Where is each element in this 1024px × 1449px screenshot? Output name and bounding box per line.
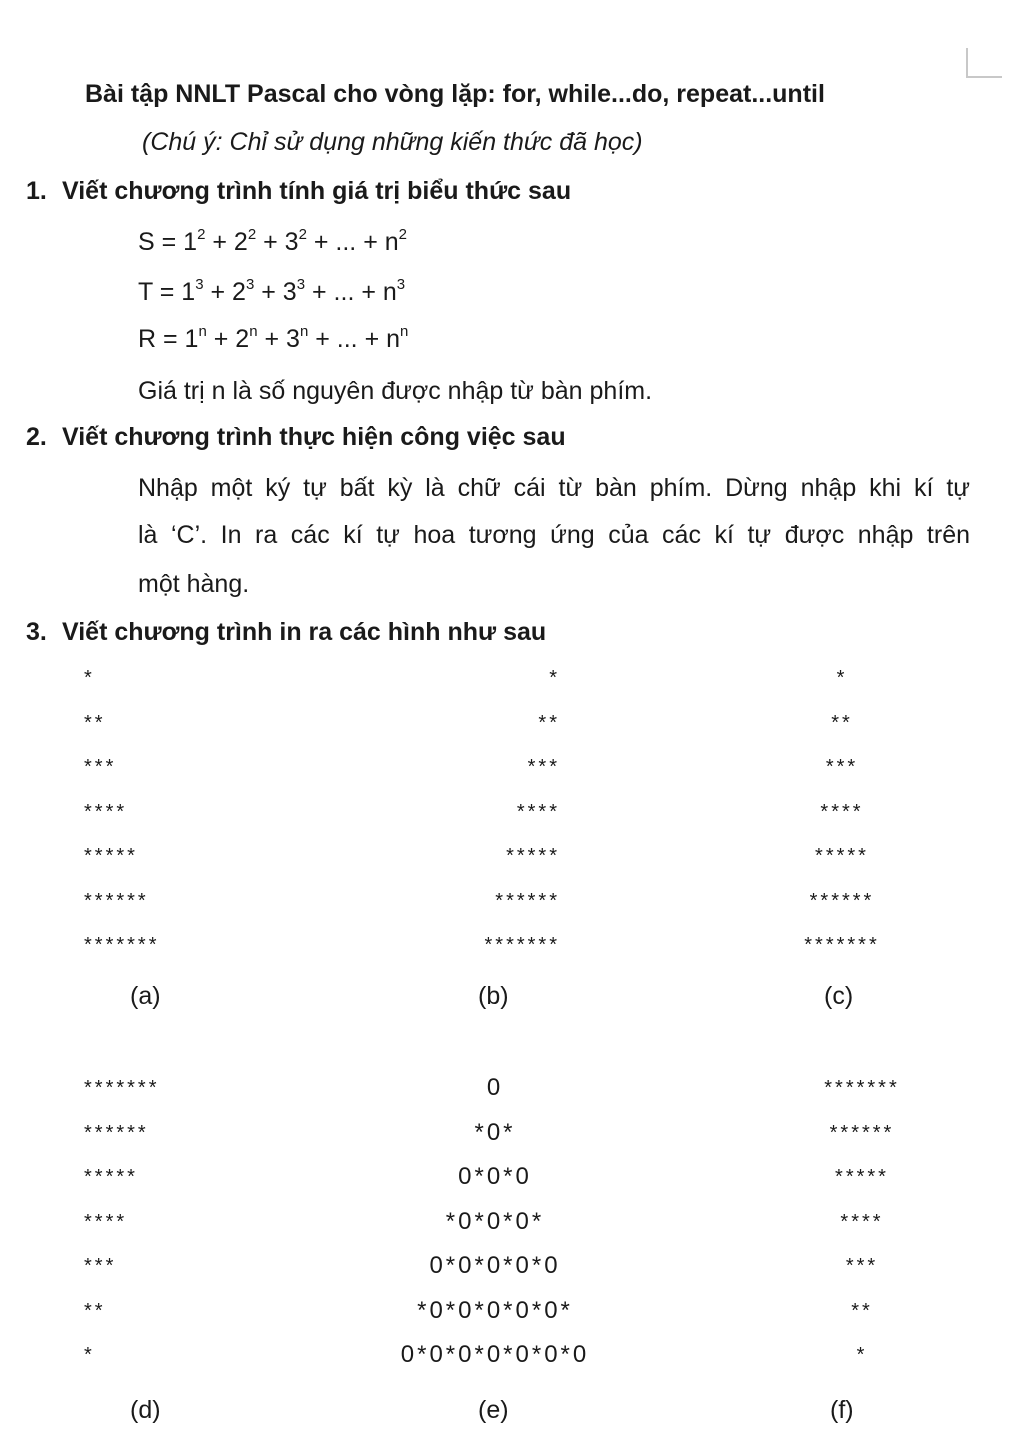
- pattern-c-row: ****: [820, 800, 864, 823]
- document-note: (Chú ý: Chỉ sử dụng những kiến thức đã học): [142, 128, 643, 156]
- pattern-d-label: (d): [130, 1396, 161, 1424]
- pattern-f-row: *: [856, 1344, 868, 1366]
- exercise-2-line-1: Nhập một ký tự bất kỳ là chữ cái từ bàn phím. Dừng nhập khi kí tự: [138, 474, 970, 502]
- exercise-2-line-3: một hàng.: [138, 570, 250, 598]
- pattern-d-row: ******: [84, 1121, 149, 1144]
- pattern-d-row: ***: [84, 1255, 117, 1277]
- pattern-b-row: ***: [527, 756, 560, 778]
- pattern-e-row: *0*0*0*0*0*: [417, 1296, 573, 1324]
- pattern-a-row: ***: [84, 756, 117, 778]
- pattern-b-label: (b): [478, 982, 509, 1010]
- pattern-b-row: ******: [495, 889, 560, 912]
- exercise-2-text: Viết chương trình thực hiện công việc sau: [62, 423, 566, 451]
- exercise-1-text: Viết chương trình tính giá trị biểu thức sau: [62, 177, 572, 205]
- pattern-c-row: *******: [804, 934, 880, 956]
- pattern-c-row: ***: [825, 756, 859, 778]
- formula-s: $S = 1^2 + 2^2 + 3^2$ + ... + $n^2$: [138, 226, 407, 256]
- formula-t: $T = 1^3 + 2^3 + 3^3$ + ... + $n^3$: [138, 276, 406, 306]
- exercise-2-line-2: là ‘C’. In ra các kí tự hoa tương ứng của các kí tự được nhập trên: [138, 521, 970, 549]
- pattern-a-label: (a): [130, 982, 161, 1010]
- pattern-f-row: ****: [840, 1210, 884, 1233]
- pattern-a-row: ****: [84, 800, 128, 823]
- pattern-a-row: ******: [84, 889, 149, 912]
- pattern-c-row: **: [831, 711, 853, 734]
- exercise-3-text: Viết chương trình in ra các hình như sau: [62, 618, 547, 646]
- exercise-2-heading: [26, 423, 566, 452]
- exercise-1-heading: [26, 177, 571, 206]
- pattern-f-row: **: [851, 1299, 873, 1322]
- pattern-d-row: ****: [84, 1210, 128, 1233]
- pattern-b-row: ****: [516, 800, 560, 823]
- pattern-e-row: 0*0*0*0*0*0*0: [400, 1341, 590, 1368]
- exercise-3-number: 3.: [26, 618, 47, 646]
- page-corner-mark: [966, 48, 1002, 78]
- pattern-e-label: (e): [478, 1396, 509, 1424]
- pattern-e-row: 0*0*0: [458, 1163, 532, 1190]
- pattern-c-row: ******: [809, 889, 875, 912]
- pattern-b-row: *****: [506, 845, 560, 867]
- pattern-f-row: ******: [829, 1121, 895, 1144]
- pattern-c-row: *****: [815, 845, 869, 867]
- pattern-d-row: *******: [84, 1077, 160, 1099]
- exercise-3-heading: [26, 618, 546, 647]
- pattern-e-row: 0*0*0*0*0: [429, 1252, 561, 1279]
- pattern-c-row: *: [836, 667, 848, 689]
- pattern-d-row: *: [84, 1344, 95, 1366]
- exercise-2-number: 2.: [26, 423, 47, 451]
- exercise-1-note: Giá trị n là số nguyên được nhập từ bàn phím.: [138, 377, 653, 405]
- exercise-1-number: 1.: [26, 177, 47, 205]
- pattern-b-row: *: [549, 667, 560, 689]
- pattern-a-row: *: [84, 667, 95, 689]
- pattern-e-row: *0*: [474, 1118, 516, 1146]
- pattern-f-label: (f): [830, 1396, 854, 1424]
- pattern-f-row: *******: [824, 1077, 900, 1099]
- pattern-f-row: *****: [835, 1166, 889, 1188]
- pattern-e-row: 0: [486, 1074, 504, 1101]
- pattern-b-row: *******: [484, 934, 560, 956]
- pattern-d-row: *****: [84, 1166, 138, 1188]
- pattern-e-row: *0*0*0*: [445, 1207, 545, 1235]
- pattern-f-row: ***: [845, 1255, 879, 1277]
- pattern-a-row: *****: [84, 845, 138, 867]
- pattern-b-row: **: [538, 711, 560, 734]
- pattern-d-row: **: [84, 1299, 106, 1322]
- document-title: Bài tập NNLT Pascal cho vòng lặp: for, while...do, repeat...until: [85, 80, 825, 108]
- formula-r: $R = 1^n + 2^n + 3^n$ + ... + $n^n$: [138, 323, 409, 353]
- pattern-a-row: *******: [84, 934, 160, 956]
- pattern-c-label: (c): [824, 982, 854, 1010]
- pattern-a-row: **: [84, 711, 106, 734]
